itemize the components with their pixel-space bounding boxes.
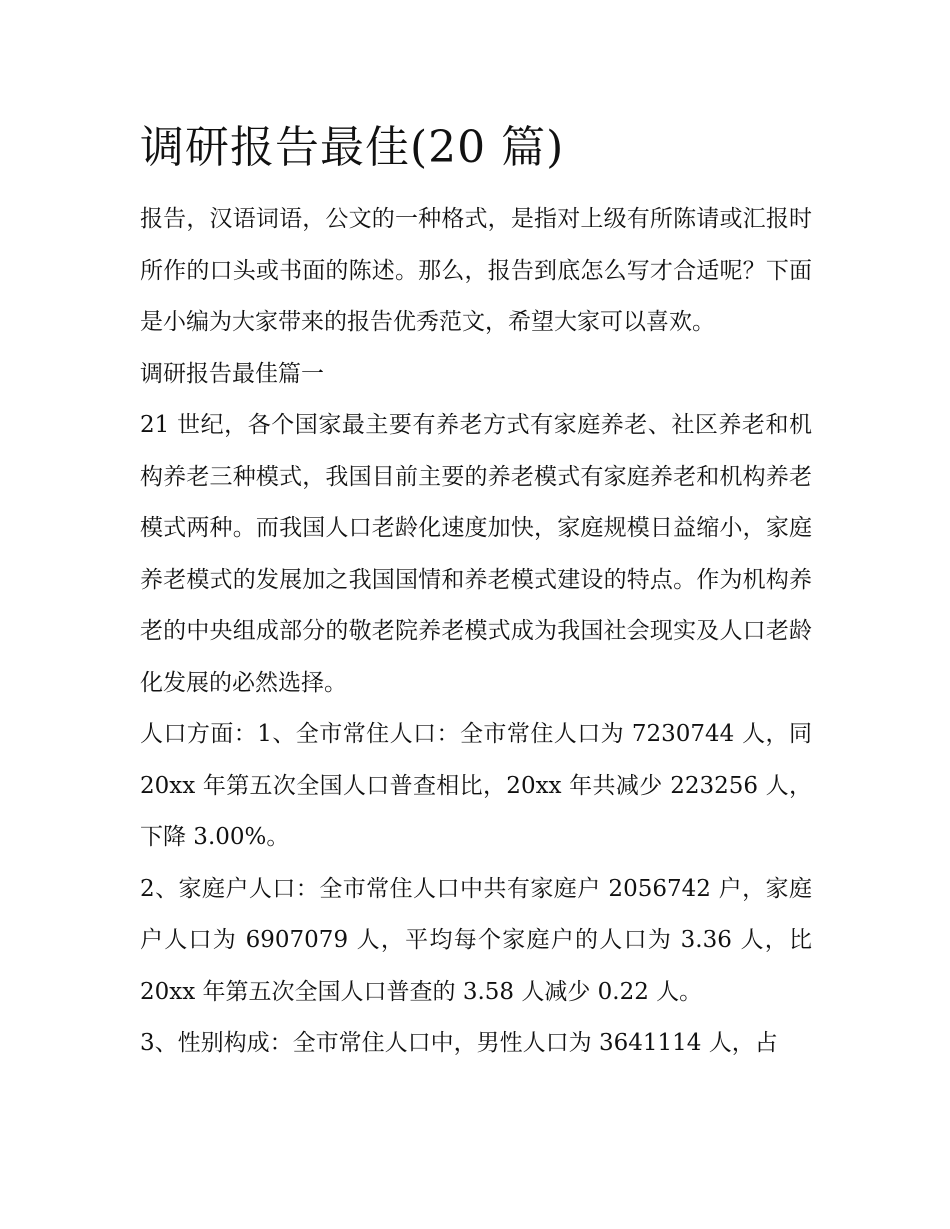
intro-paragraph: 报告，汉语词语，公文的一种格式，是指对上级有所陈请或汇报时所作的口头或书面的陈述。那么，报告到底怎么写才合适呢？下面是小编为大家带来的报告优秀范文，希望大家可以喜欢。 — [140, 206, 812, 335]
body-paragraph: 人口方面：1、全市常住人口：全市常住人口为 7230744 人，同 20xx 年第五次全国人口普查相比，20xx 年共减少 223256 人，下降 3.00%。 — [140, 721, 812, 850]
document-title: 调研报告最佳(20 篇) — [140, 122, 565, 173]
body-paragraph: 21 世纪，各个国家最主要有养老方式有家庭养老、社区养老和机构养老三种模式，我国目前主要的养老模式有家庭养老和机构养老模式两种。而我国人口老龄化速度加快，家庭规模日益缩小，家庭养老模式的发展加之我国国情和养老模式建设的特点。作为机构养老的中央组成部分的敬老院养老模式成为我国社会现实及人口老龄化发展的必然选择。 — [140, 412, 812, 696]
document-body — [140, 116, 812, 1070]
section-heading: 调研报告最佳篇一 — [140, 360, 324, 387]
body-paragraph: 2、家庭户人口：全市常住人口中共有家庭户 2056742 户，家庭户人口为 6907079 人，平均每个家庭户的人口为 3.36 人，比 20xx 年第五次全国人口普查的 3.58 人减少 0.22 人。 — [140, 875, 812, 1005]
body-paragraph: 3、性别构成：全市常住人口中，男性人口为 3641114 人，占 — [140, 1030, 778, 1056]
